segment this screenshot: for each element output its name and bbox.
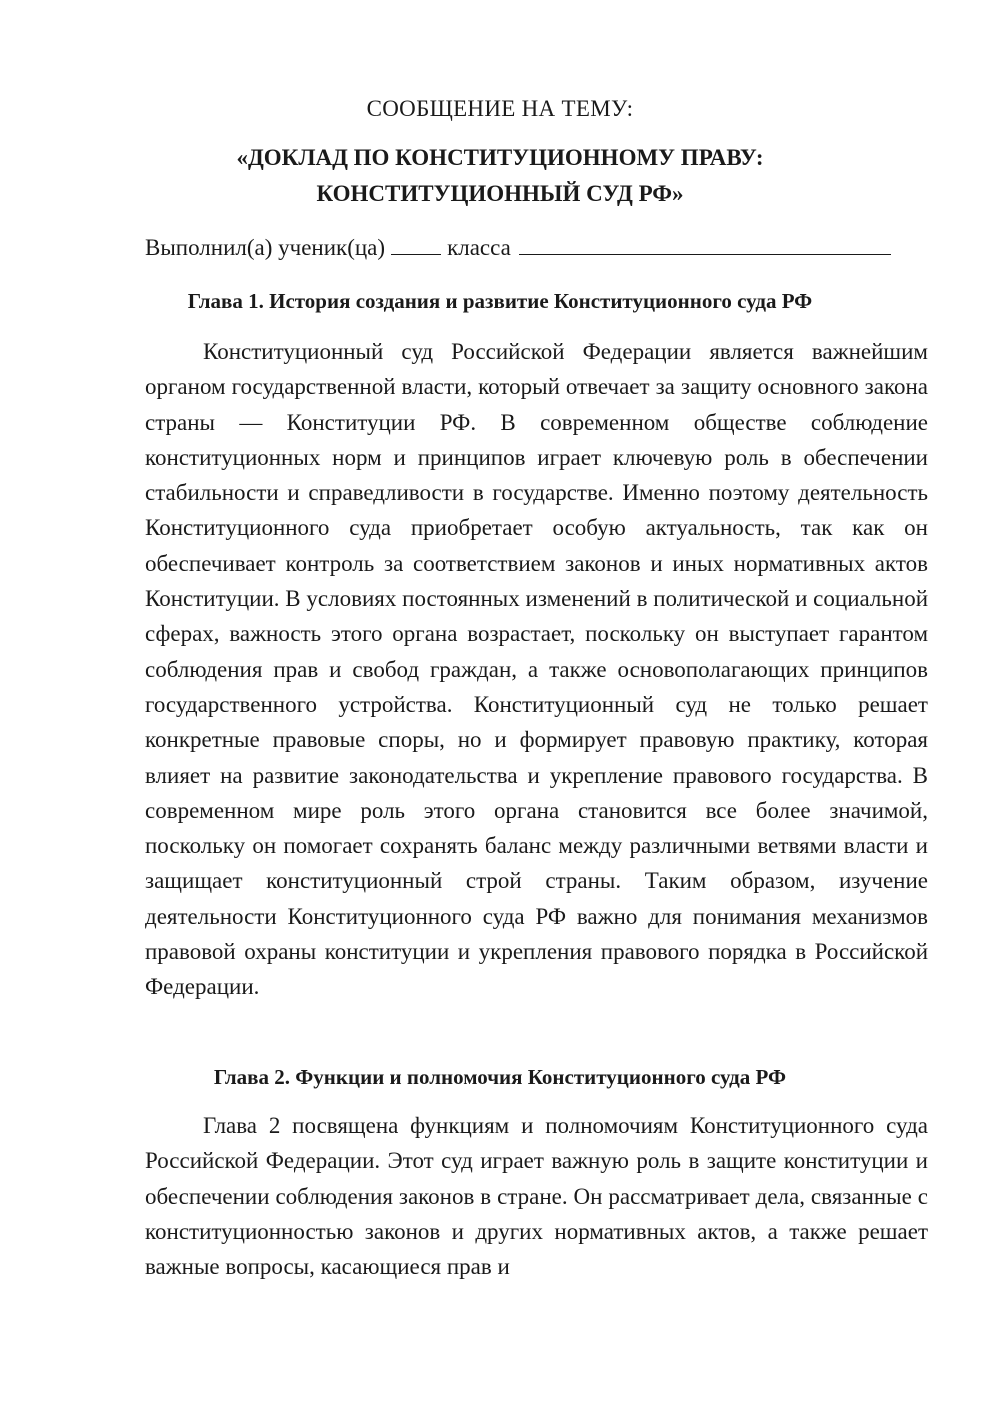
author-prefix: Выполнил(а) ученик(ца) [145, 235, 386, 260]
document-title-line-2: КОНСТИТУЦИОННЫЙ СУД РФ» [316, 181, 684, 206]
chapter-2-paragraph: Глава 2 посвящена функциям и полномочиям Конституционного суда Российской Федерации. Этот суд играет важную роль в защите конституции и обеспечении соблюдения законов в стране. Он рассматривает дела, связанные с конституционностью законов и других нормативных актов, а также решает важные вопросы, касающиеся прав и [145, 1113, 928, 1280]
chapter-2-heading: Глава 2. Функции и полномочия Конституционного суда РФ [213, 1065, 787, 1089]
chapter-1-paragraph: Конституционный суд Российской Федерации является важнейшим органом государственной власти, который отвечает за защиту основного закона страны — Конституции РФ. В современном обществе соблюдение конституционных норм и принципов играет ключевую роль в обеспечении стабильности и справедливости в государстве. Именно поэтому деятельность Конституционного суда приобретает особую актуальность, так как он обеспечивает контроль за соответствием законов и иных нормативных актов Конституции. В условиях постоянных изменений в политической и социальной сферах, важность этого органа возрастает, поскольку он выступает гарантом соблюдения прав и свобод граждан, а также основополагающих принципов государственного устройства. Конституционный суд не только решает конкретные правовые споры, но и формирует правовую практику, которая влияет на развитие законодательства и укрепление правового государства. В современном мире роль этого органа становится все более значимой, поскольку он помогает сохранять баланс между различными ветвями власти и защищает конституционный строй страны. Таким образом, изучение деятельности Конституционного суда РФ важно для понимания механизмов правовой охраны конституции и укрепления правового порядка в Российской Федерации. [145, 339, 928, 1000]
chapter-1-heading: Глава 1. История создания и развитие Конституционного суда РФ [187, 289, 813, 313]
document-title [0, 140, 1000, 212]
author-class-label: класса [447, 235, 511, 260]
grade-blank [391, 234, 441, 255]
author-line [145, 234, 935, 261]
document-title-line-1: «ДОКЛАД ПО КОНСТИТУЦИОННОМУ ПРАВУ: [236, 145, 764, 170]
class-blank [519, 234, 891, 255]
document-type-line: СООБЩЕНИЕ НА ТЕМУ: [366, 96, 634, 121]
